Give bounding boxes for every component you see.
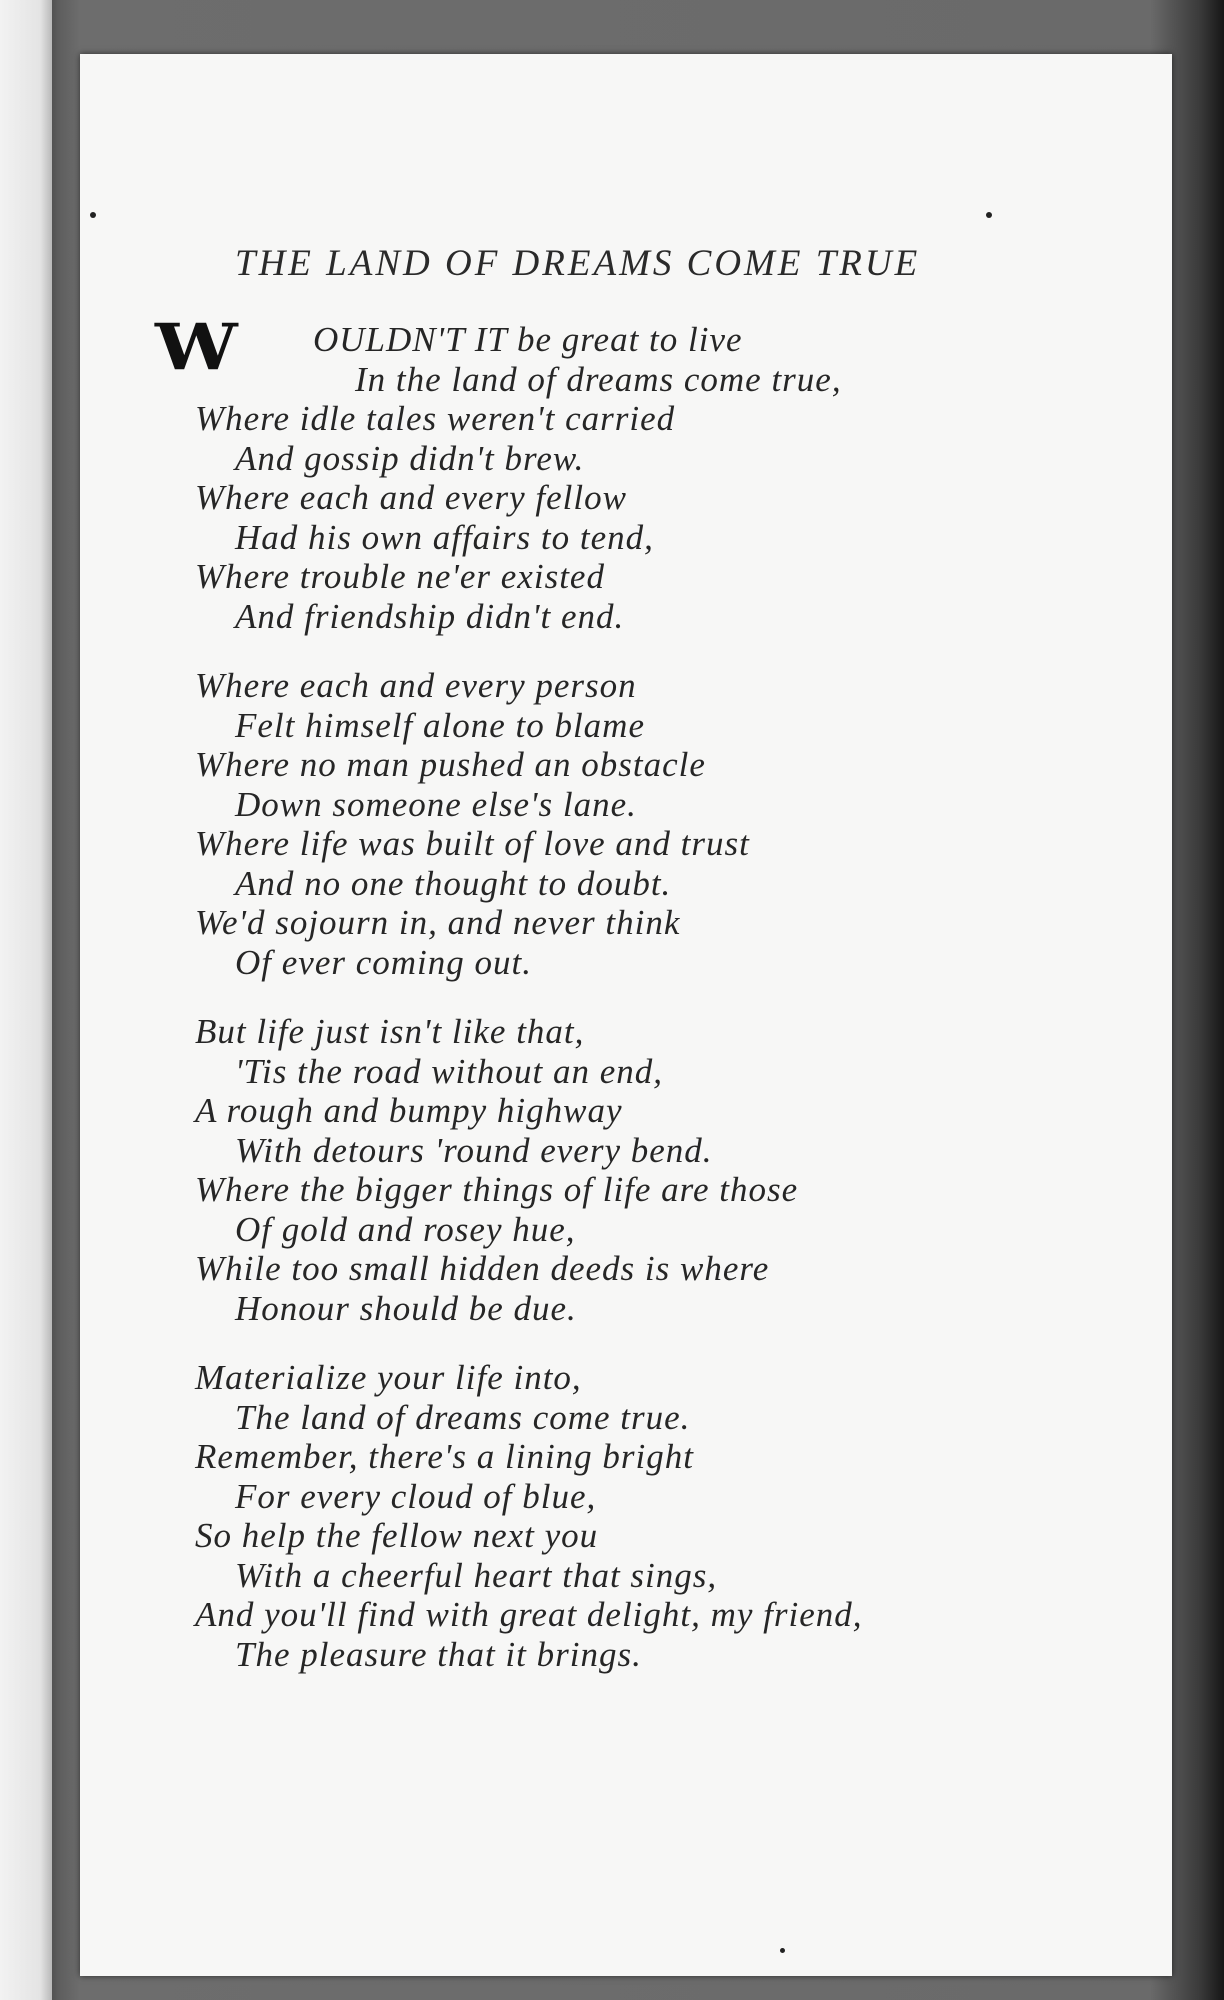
poem-line: While too small hidden deeds is where [195, 1249, 770, 1288]
poem-body [195, 320, 1145, 1704]
ink-speck [90, 212, 96, 218]
poem-line: 'Tis the road without an end, [235, 1051, 663, 1091]
poem-line: A rough and bumpy highway [195, 1091, 623, 1130]
poem-line: OULDN'T IT be great to live [313, 320, 743, 359]
poem-line: And friendship didn't end. [235, 596, 625, 636]
poem-line: With a cheerful heart that sings, [235, 1555, 718, 1595]
poem-line: Where each and every fellow [195, 478, 627, 517]
poem-line: Felt himself alone to blame [235, 705, 645, 745]
ink-speck [986, 212, 992, 218]
poem-line: Where no man pushed an obstacle [195, 745, 706, 784]
poem-line: Had his own affairs to tend, [235, 517, 654, 557]
poem-line: So help the fellow next you [195, 1516, 599, 1555]
poem-line: Of gold and rosey hue, [235, 1209, 576, 1249]
poem-line: We'd sojourn in, and never think [195, 903, 681, 942]
poem-line: Where the bigger things of life are those [195, 1170, 799, 1209]
stanza [195, 1358, 1145, 1674]
poem-line: For every cloud of blue, [235, 1476, 597, 1516]
poem-line: Where life was built of love and trust [195, 824, 750, 863]
poem-line: And you'll find with great delight, my friend, [195, 1595, 863, 1634]
poem-line: And no one thought to doubt. [235, 863, 672, 903]
poem-line: Remember, there's a lining bright [195, 1437, 694, 1476]
poem-line: In the land of dreams come true, [355, 359, 842, 399]
poem-line: And gossip didn't brew. [235, 438, 585, 478]
poem-line: Materialize your life into, [195, 1358, 582, 1397]
drop-cap: W [155, 310, 231, 385]
poem-line: The pleasure that it brings. [235, 1634, 642, 1674]
poem-line: Where each and every person [195, 666, 637, 705]
poem-line: Down someone else's lane. [235, 784, 637, 824]
poem-line: But life just isn't like that, [195, 1012, 585, 1051]
stanza [195, 666, 1145, 982]
stanza [195, 320, 1145, 636]
previous-page-edge [0, 0, 52, 2000]
poem-line: With detours 'round every bend. [235, 1130, 713, 1170]
poem-line: Where trouble ne'er existed [195, 557, 605, 596]
ink-speck [780, 1948, 785, 1953]
poem-line: Where idle tales weren't carried [195, 399, 676, 438]
stanza [195, 1012, 1145, 1328]
poem-line: Honour should be due. [235, 1288, 577, 1328]
poem-line: The land of dreams come true. [235, 1397, 691, 1437]
poem-title: THE LAND OF DREAMS COME TRUE [235, 243, 921, 284]
poem-line: Of ever coming out. [235, 942, 532, 982]
book-page [80, 54, 1172, 1976]
